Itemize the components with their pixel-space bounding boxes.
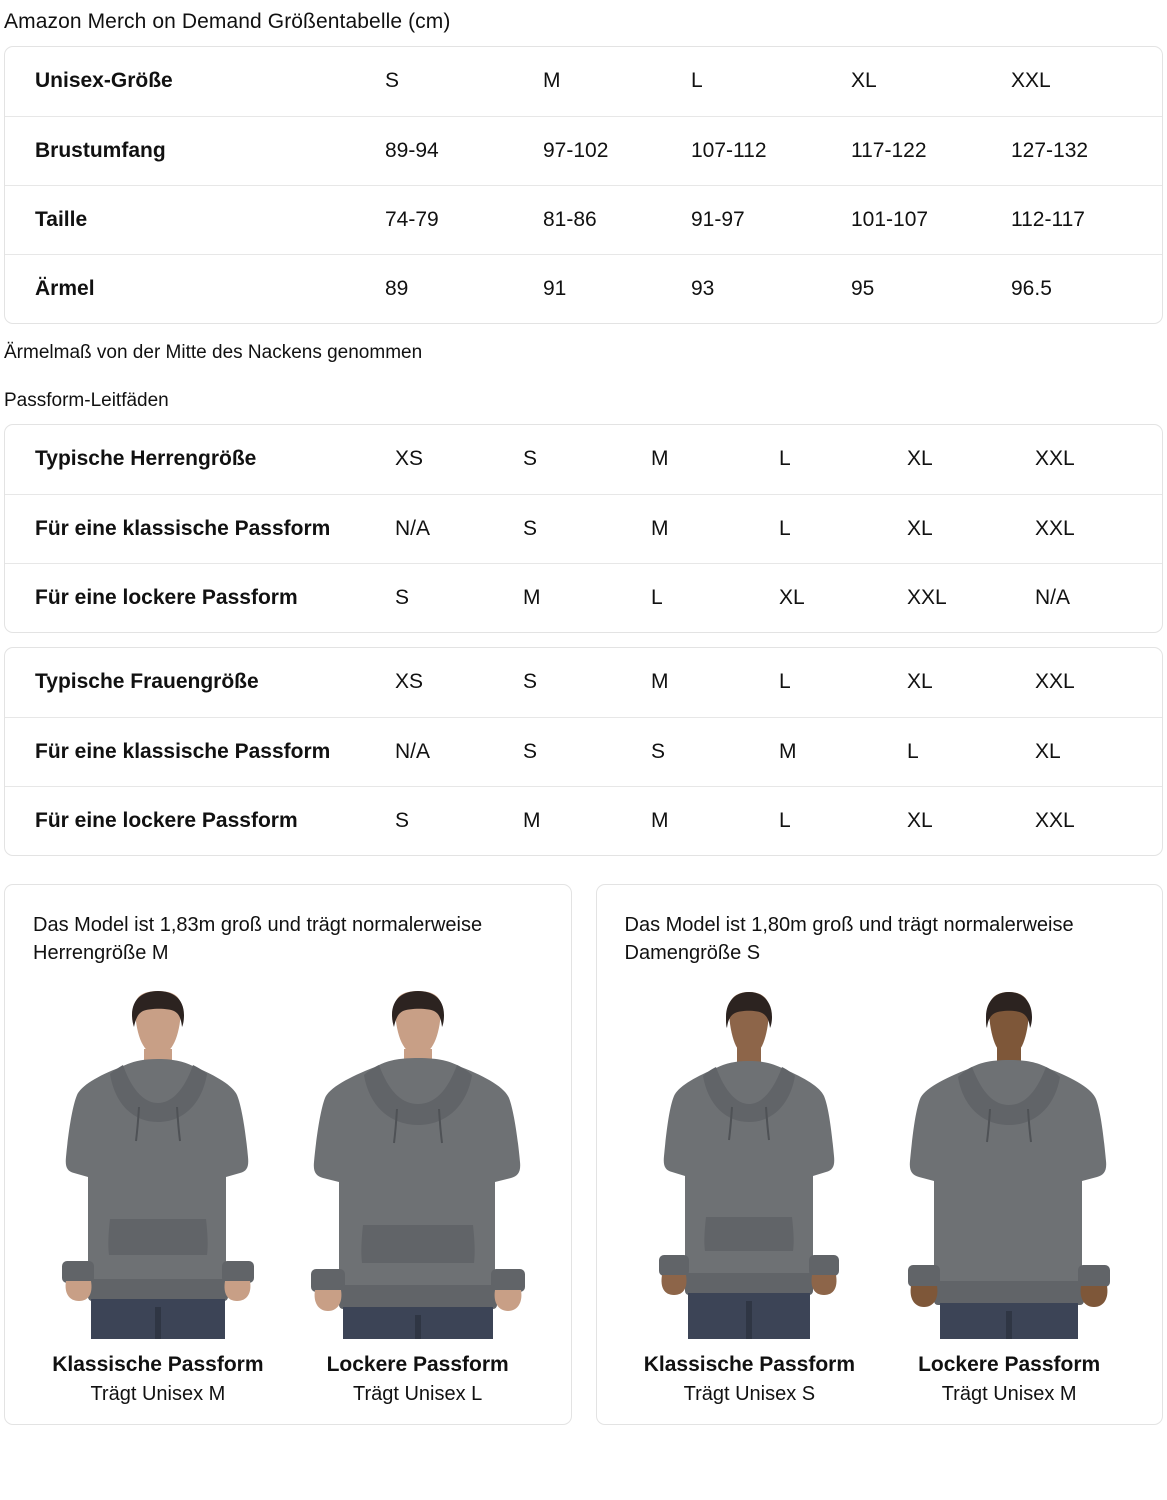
unisex-size-table bbox=[5, 47, 1163, 323]
model-cards bbox=[4, 884, 1163, 1425]
cell-womens-relaxed-5: XL bbox=[907, 786, 1035, 855]
figure-label-mens-relaxed bbox=[295, 1353, 541, 1406]
cell-womens-classic-3: S bbox=[651, 717, 779, 786]
cell-womens-typical-5: XL bbox=[907, 670, 933, 694]
cell-chest-xxl: 127-132 bbox=[1011, 116, 1163, 185]
cell-womens-typical-1: XS bbox=[395, 670, 424, 694]
cell-womens-typical-6: XXL bbox=[1035, 670, 1075, 694]
column-header-s: S bbox=[385, 69, 400, 93]
row-label-typical-womens-size: Typische Frauengröße bbox=[35, 670, 259, 694]
table-row bbox=[5, 494, 1163, 563]
row-label-mens-relaxed-fit: Für eine lockere Passform bbox=[5, 563, 395, 632]
column-header-xl: XL bbox=[851, 69, 877, 93]
figure-label-womens-relaxed bbox=[886, 1353, 1132, 1406]
column-header-l: L bbox=[691, 69, 703, 93]
row-label-womens-relaxed-fit: Für eine lockere Passform bbox=[5, 786, 395, 855]
model-card-womens bbox=[596, 884, 1164, 1425]
fit-wears-womens-relaxed: Trägt Unisex M bbox=[941, 1383, 1077, 1405]
cell-mens-typical-2: S bbox=[523, 447, 538, 471]
fit-wears-mens-classic: Trägt Unisex M bbox=[90, 1383, 226, 1405]
cell-womens-classic-2: S bbox=[523, 717, 651, 786]
cell-womens-relaxed-4: L bbox=[779, 786, 907, 855]
cell-womens-relaxed-2: M bbox=[523, 786, 651, 855]
page-title: Amazon Merch on Demand Größentabelle (cm) bbox=[4, 10, 451, 33]
model-caption-mens: Das Model ist 1,83m groß und trägt normalerweise Herrengröße M bbox=[33, 914, 483, 965]
cell-mens-relaxed-3: L bbox=[651, 563, 779, 632]
cell-womens-typical-2: S bbox=[523, 670, 538, 694]
model-caption-womens: Das Model ist 1,80m groß und trägt normalerweise Damengröße S bbox=[624, 914, 1074, 965]
model-figure-womens-classic bbox=[626, 989, 872, 1339]
column-header-m: M bbox=[543, 69, 561, 93]
cell-chest-m: 97-102 bbox=[543, 116, 691, 185]
cell-chest-s: 89-94 bbox=[385, 116, 543, 185]
model-figures-womens bbox=[625, 979, 1135, 1339]
cell-mens-typical-5: XL bbox=[907, 447, 933, 471]
cell-mens-typical-3: M bbox=[651, 447, 669, 471]
fit-guides-heading: Passform-Leitfäden bbox=[4, 390, 169, 411]
cell-sleeve-xl: 95 bbox=[851, 254, 1011, 323]
model-figure-labels-mens bbox=[33, 1353, 543, 1406]
table-row bbox=[5, 648, 1163, 717]
model-figure-womens-relaxed bbox=[886, 989, 1132, 1339]
cell-chest-xl: 117-122 bbox=[851, 116, 1011, 185]
cell-sleeve-l: 93 bbox=[691, 254, 851, 323]
cell-mens-classic-1: N/A bbox=[395, 494, 523, 563]
mens-fit-table bbox=[5, 425, 1163, 632]
womens-fit-table bbox=[5, 648, 1163, 855]
cell-waist-l: 91-97 bbox=[691, 185, 851, 254]
cell-mens-relaxed-6: N/A bbox=[1035, 563, 1163, 632]
model-card-mens bbox=[4, 884, 572, 1425]
cell-waist-m: 81-86 bbox=[543, 185, 691, 254]
table-row bbox=[5, 717, 1163, 786]
cell-womens-classic-5: L bbox=[907, 717, 1035, 786]
table-row bbox=[5, 425, 1163, 494]
cell-mens-typical-1: XS bbox=[395, 447, 424, 471]
cell-womens-relaxed-3: M bbox=[651, 786, 779, 855]
cell-mens-classic-2: S bbox=[523, 494, 651, 563]
cell-sleeve-m: 91 bbox=[543, 254, 691, 323]
male-model-relaxed-fit-illustration bbox=[295, 989, 541, 1339]
fit-name-womens-classic: Klassische Passform bbox=[643, 1353, 856, 1376]
cell-chest-l: 107-112 bbox=[691, 116, 851, 185]
fit-name-mens-classic: Klassische Passform bbox=[52, 1353, 264, 1376]
column-header-size: Unisex-Größe bbox=[35, 69, 173, 93]
cell-mens-relaxed-4: XL bbox=[779, 563, 907, 632]
model-figure-mens-relaxed bbox=[295, 989, 541, 1339]
figure-label-womens-classic bbox=[626, 1353, 872, 1406]
fit-name-womens-relaxed: Lockere Passform bbox=[918, 1353, 1101, 1376]
unisex-size-table-card bbox=[4, 46, 1163, 324]
table-row-header bbox=[5, 47, 1163, 116]
cell-sleeve-xxl: 96.5 bbox=[1011, 254, 1163, 323]
fit-wears-womens-classic: Trägt Unisex S bbox=[683, 1383, 816, 1405]
table-row bbox=[5, 185, 1163, 254]
cell-sleeve-s: 89 bbox=[385, 254, 543, 323]
column-header-xxl: XXL bbox=[1011, 69, 1051, 93]
cell-mens-relaxed-5: XXL bbox=[907, 563, 1035, 632]
cell-womens-classic-4: M bbox=[779, 717, 907, 786]
womens-fit-table-card bbox=[4, 647, 1163, 856]
table-row bbox=[5, 563, 1163, 632]
male-model-classic-fit-illustration bbox=[35, 989, 281, 1339]
row-label-waist: Taille bbox=[5, 185, 385, 254]
female-model-relaxed-fit-illustration bbox=[886, 989, 1132, 1339]
cell-mens-classic-5: XL bbox=[907, 494, 1035, 563]
cell-womens-typical-3: M bbox=[651, 670, 669, 694]
table-row bbox=[5, 786, 1163, 855]
cell-mens-classic-6: XXL bbox=[1035, 494, 1163, 563]
row-label-chest: Brustumfang bbox=[5, 116, 385, 185]
row-label-womens-classic-fit: Für eine klassische Passform bbox=[5, 717, 395, 786]
mens-fit-table-card bbox=[4, 424, 1163, 633]
cell-womens-classic-6: XL bbox=[1035, 717, 1163, 786]
row-label-sleeve: Ärmel bbox=[5, 254, 385, 323]
cell-mens-typical-6: XXL bbox=[1035, 447, 1075, 471]
cell-womens-relaxed-6: XXL bbox=[1035, 786, 1163, 855]
row-label-typical-mens-size: Typische Herrengröße bbox=[35, 447, 257, 471]
table-row bbox=[5, 254, 1163, 323]
fit-name-mens-relaxed: Lockere Passform bbox=[326, 1353, 509, 1376]
cell-mens-relaxed-2: M bbox=[523, 563, 651, 632]
sleeve-measurement-note: Ärmelmaß von der Mitte des Nackens genommen bbox=[4, 342, 423, 363]
cell-womens-relaxed-1: S bbox=[395, 786, 523, 855]
table-row bbox=[5, 116, 1163, 185]
model-figures-mens bbox=[33, 979, 543, 1339]
row-label-mens-classic-fit: Für eine klassische Passform bbox=[5, 494, 395, 563]
cell-waist-xl: 101-107 bbox=[851, 185, 1011, 254]
fit-wears-mens-relaxed: Trägt Unisex L bbox=[352, 1383, 483, 1405]
cell-mens-relaxed-1: S bbox=[395, 563, 523, 632]
cell-mens-classic-4: L bbox=[779, 494, 907, 563]
cell-womens-classic-1: N/A bbox=[395, 717, 523, 786]
figure-label-mens-classic bbox=[35, 1353, 281, 1406]
model-figure-labels-womens bbox=[625, 1353, 1135, 1406]
cell-waist-s: 74-79 bbox=[385, 185, 543, 254]
cell-mens-classic-3: M bbox=[651, 494, 779, 563]
cell-waist-xxl: 112-117 bbox=[1011, 185, 1163, 254]
cell-mens-typical-4: L bbox=[779, 447, 791, 471]
model-figure-mens-classic bbox=[35, 989, 281, 1339]
cell-womens-typical-4: L bbox=[779, 670, 791, 694]
female-model-classic-fit-illustration bbox=[626, 989, 872, 1339]
